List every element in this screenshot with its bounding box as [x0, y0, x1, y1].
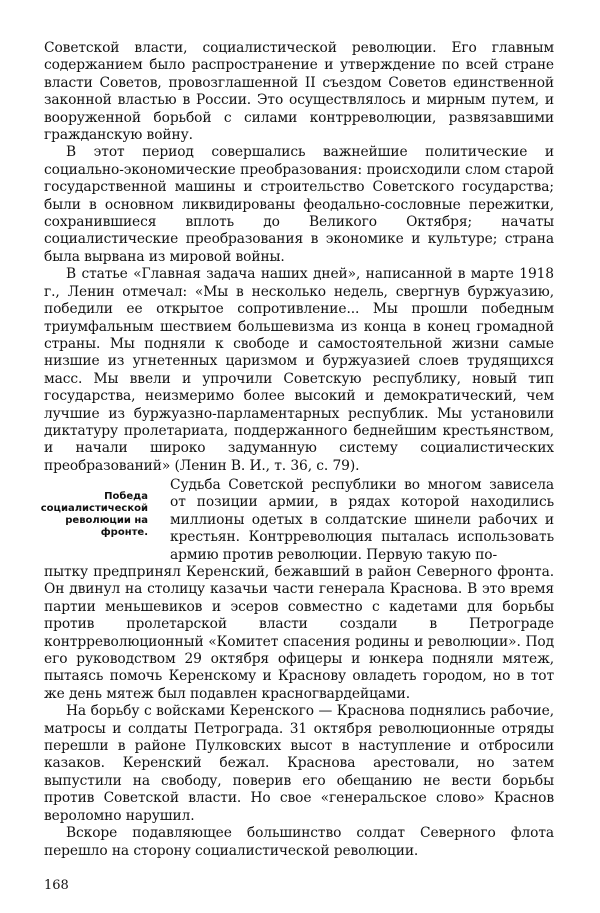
paragraph-2: В этот период совершались важнейшие политические и социально-экономические преобразования: происходили слом старой государственной машины и строительство Советского государства; были в основном ликвидированы феодально-сословные пережитки, сохранившиеся вплоть до Великого Октября; начаты социалистические преобразования в экономике и культуре; страна была вырвана из мировой войны.	[44, 144, 554, 265]
paragraph-4-continued: пытку предпринял Керенский, бежавший в район Северного фронта. Он двинул на столицу казачьи части генерала Краснова. В это время партии меньшевиков и эсеров совместно с кадетами для борьбы против пролетарской власти создали в Петрограде контрреволюционный «Комитет спасения родины и революции». Под его руководством 29 октября офицеры и юнкера подняли мятеж, пытаясь помочь Керенскому и Краснову овладеть городом, но в тот же день мятеж был подавлен красногвардейцами.	[44, 564, 554, 702]
paragraph-1: Советской власти, социалистической революции. Его главным содержанием было распространение и утверждение по всей стране власти Советов, провозглашенной II съездом Советов единственной законной властью в России. Это осуществлялось и мирным путем, и вооруженной борьбой с силами контрреволюции, развязавшими гражданскую войну.	[44, 40, 554, 144]
paragraph-4-start: Судьба Советской республики во многом зависела от позиции армии, в рядах которой находились миллионы одетых в солдатские шинели рабочих и крестьян. Контрреволюция пыталась использовать армию против революции. Первую такую по-	[170, 477, 554, 563]
paragraph-5: На борьбу с войсками Керенского — Краснова поднялись рабочие, матросы и солдаты Петрограда. 31 октября революционные отряды перешли в районе Пулковских высот в наступление и отбросили казаков. Керенский бежал. Краснова арестовали, но затем выпустили на свободу, поверив его обещанию не вести борьбы против Советской власти. Но свое «генеральское слово» Краснов вероломно нарушил.	[44, 703, 554, 824]
margin-sidenote: Победа социалистической революции на фронте.	[40, 491, 148, 538]
paragraph-6: Вскоре подавляющее большинство солдат Северного флота перешло на сторону социалистической революции.	[44, 825, 554, 859]
paragraph-3-lenin-quote: В статье «Главная задача наших дней», написанной в марте 1918 г., Ленин отмечал: «Мы в несколько недель, свергнув буржуазию, победили ее открытое сопротивление... Мы прошли победным триумфальным шествием большевизма из конца в конец громадной страны. Мы подняли к свободе и самостоятельной жизни самые низшие из угнетенных царизмом и буржуазией слоев трудящихся масс. Мы ввели и упрочили Советскую республику, новый тип государства, неизмеримо более высокий и демократический, чем лучшие из буржуазно-парламентарных республик. Мы установили диктатуру пролетариата, поддержанного беднейшим крестьянством, и начали широко задуманную систему социалистических преобразований» (Ленин В. И., т. 36, с. 79).	[44, 266, 554, 474]
main-text-bottom	[44, 564, 554, 860]
text-beside-sidenote	[170, 477, 554, 564]
main-text-top	[44, 40, 554, 475]
page-number: 168	[44, 878, 69, 893]
